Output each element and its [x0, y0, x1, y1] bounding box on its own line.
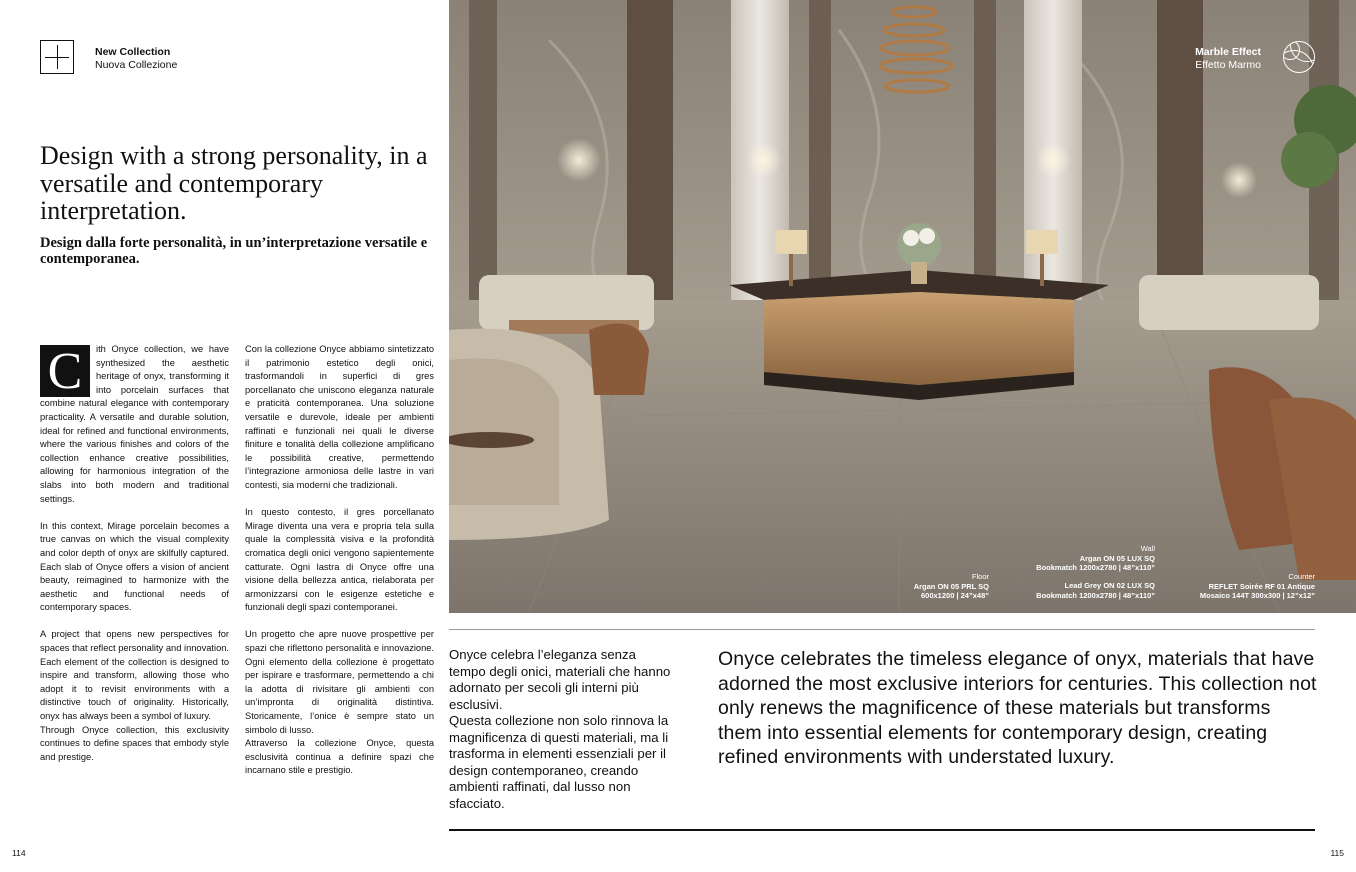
plus-square-icon: [40, 40, 74, 74]
lobby-illustration: [449, 0, 1356, 613]
caption-counter-line: Mosaico 144T 300x300 | 12”x12”: [1199, 591, 1315, 600]
caption-wall-line: Bookmatch 1200x2780 | 48”x110”: [1036, 563, 1155, 572]
page-number-right: 115: [1330, 848, 1344, 858]
collection-label: [95, 46, 177, 72]
caption-wall-line: Argan ON 05 LUX SQ: [1079, 553, 1155, 563]
english-paragraph: ith Onyce collection, we have synthesized the aesthetic heritage of onyx, transforming it into porcelain surfaces that combine natural elegance with contemporary practicality. A versatile and durable solution, ideal for refined and functional environments, where the various finishes and colors of the collection enhance creative possibilities, allowing for harmonious integration of the slabs into both modern and traditional settings.: [40, 344, 229, 504]
english-quote: Onyce celebrates the timeless elegance of onyx, materials that have adorned the most exclusive interiors for centuries. This collection not only renews the magnificence of these materials but transforms them into essential elements for contemporary design, creating refined environments with understated luxury.: [718, 648, 1317, 769]
lobby-photo: [449, 0, 1356, 613]
italian-quote: Onyce celebra l’eleganza senza tempo degli onici, materiali che hanno adornato per secoli gli interni più esclusivi. Questa collezione non solo rinnova la magnificenza di questi materiali, ma li trasforma in elementi essenziali per il design contemporaneo, creando ambienti raffinati, dal lusso non sfacciato.: [449, 647, 671, 811]
finish-label: [1195, 46, 1261, 72]
page-subhead: Design dalla forte personalità, in un’interpretazione versatile e contemporanea.: [40, 235, 428, 267]
page-headline: Design with a strong personality, in a versatile and contemporary interpretation.: [40, 141, 428, 225]
collection-label-title: New Collection: [95, 46, 171, 58]
divider-bottom: [449, 829, 1315, 831]
collection-label-subtitle: Nuova Collezione: [95, 59, 178, 71]
finish-label-subtitle: Effetto Marmo: [1195, 59, 1261, 71]
caption-floor-title: Floor: [971, 572, 989, 581]
caption-counter-title: Counter: [1288, 572, 1315, 581]
english-column: [40, 343, 229, 764]
italian-paragraph: Con la collezione Onyce abbiamo sintetizzato il patrimonio estetico degli onici, trasformandoli in superfici di gres porcellanato che uniscono eleganza naturale e praticità contemporanea. Una soluzione versatile e durevole, ideale per ambienti raffinati e funzionali nei quali le diverse finiture e tonalità della collezione amplificano le possibilità creative, permettendo l’integrazione armoniosa delle lastre in vari contesti, sia moderni che tradizionali.: [245, 344, 434, 490]
page-number-left: 114: [12, 848, 26, 858]
caption-floor-line: Argan ON 05 PRL SQ: [913, 581, 989, 591]
caption-wall-grey: [1009, 581, 1155, 600]
caption-floor: [869, 572, 989, 601]
english-paragraph: In this context, Mirage porcelain becomes a true canvas on which the visual complexity and color depth of onyx are skilfully captured. Each slab of Onyce offers a vision of ancient beauty, reimagined to harmonize with the aesthetic and functional needs of contemporary spaces.: [40, 520, 229, 613]
caption-wall: [1009, 544, 1155, 573]
finish-label-title: Marble Effect: [1195, 46, 1261, 58]
caption-wall-grey-line: Bookmatch 1200x2780 | 48”x110”: [1036, 590, 1155, 600]
marble-circle-icon: [1283, 41, 1315, 73]
caption-floor-line: 600x1200 | 24”x48”: [921, 591, 989, 600]
italian-column: [245, 343, 434, 778]
caption-wall-title: Wall: [1140, 544, 1155, 553]
italian-paragraph: Un progetto che apre nuove prospettive per spazi che riflettono personalità e innovazione. Ogni elemento della collezione è progettato per ispirare e trasformare, permettendo a chi la adotta di rivisitare gli ambienti con un’impronta di originalità distintiva. Storicamente, l’onice è sempre stato un simbolo di lusso.: [245, 629, 434, 735]
caption-wall-grey-line: Lead Grey ON 02 LUX SQ: [1064, 581, 1155, 590]
drop-cap: C: [40, 345, 90, 397]
italian-paragraph: Attraverso la collezione Onyce, questa esclusività continua a definire spazi che incarnano stile e prestigio.: [245, 738, 434, 776]
english-paragraph: A project that opens new perspectives for spaces that reflect personality and innovation. Each element of the collection is designed to inspire and transform, allowing those who adopt it to revisit environments with a distinctive touch of originality. Historically, onyx has always been a symbol of luxury.: [40, 629, 229, 722]
english-paragraph: Through Onyce collection, this exclusivity continues to define spaces that embody style and prestige.: [40, 724, 229, 762]
caption-counter: [1169, 572, 1315, 601]
caption-counter-line: REFLET Soirée RF 01 Antique: [1208, 581, 1315, 591]
italian-paragraph: In questo contesto, il gres porcellanato Mirage diventa una vera e propria tela sulla quale la complessità visiva e la profondità cromatica degli onici vengono sapientemente catturate. Ogni lastra di Onyce offre una visione della bellezza antica, rielaborata per armonizzarsi con le esigenze estetiche e funzionali degli spazi contemporanei.: [245, 507, 434, 613]
divider-top: [449, 629, 1315, 630]
